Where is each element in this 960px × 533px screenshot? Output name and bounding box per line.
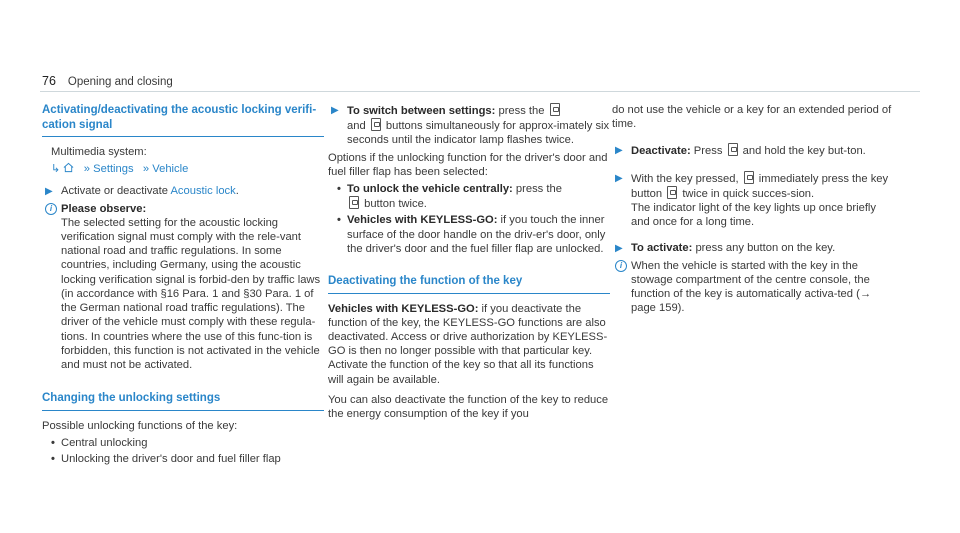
unlock-key-icon	[667, 186, 677, 199]
list-item: • Vehicles with KEYLESS-GO: if you touch the inner surface of the door handle on the driv-er's door, only the driver's door and the fuel filler flap are unlocked.	[337, 214, 606, 255]
info-icon: i	[615, 260, 627, 272]
unlock-key-icon	[550, 103, 560, 116]
step-arrow-icon: ▶	[331, 105, 339, 116]
note-please-observe	[42, 202, 324, 372]
page-header	[42, 74, 173, 89]
lock-key-icon	[728, 143, 738, 156]
heading-changing-unlocking: Changing the unlocking settings	[42, 392, 221, 405]
heading-underline	[328, 293, 610, 294]
menu-settings: Settings	[93, 163, 134, 176]
list-item: • Central unlocking	[51, 436, 148, 449]
step-arrow-icon: ▶	[45, 186, 53, 198]
note-text: The selected setting for the acoustic locking verification signal must comply with the rele-vant national road and traffic regulations. In some countries, including Germany, using the acoustic locking verification signal is forbid-den by traffic laws (in accordance with §16 Para. 1 and §30 Para. 1 of the German national road traffic regulations). The driver of the vehicle must comply with these regula-tions. In countries where the use of this func-tion is forbidden, this function is not activated in the vehicle and must not be activated.	[61, 216, 321, 371]
continuation-text: do not use the vehicle or a key for an extended period of time.	[612, 104, 892, 131]
heading-acoustic-locking: Activating/deactivating the acoustic locking verifi- cation signal	[42, 104, 317, 131]
energy-paragraph: You can also deactivate the function of the key to reduce the energy consumption of the key if you	[328, 393, 609, 420]
note-stowage: i When the vehicle is started with the key in the stowage compartment of the centre console, the function of the key is automatically activa-ted (→ page 159).	[612, 259, 894, 316]
page-arrow-icon: →	[859, 288, 872, 301]
unlocking-intro: Possible unlocking functions of the key:	[42, 419, 238, 432]
list-item: • To unlock the vehicle centrally: press the button twice.	[337, 183, 562, 211]
unlock-key-icon	[349, 196, 359, 209]
column-1	[42, 103, 324, 468]
info-icon: i	[45, 203, 57, 215]
page-number: 76	[42, 74, 56, 88]
section-title: Opening and closing	[67, 76, 173, 88]
step-switch-settings: ▶ To switch between settings: press the and buttons simultaneously for approx-imately six seconds until the indicator lamp flashes twice.	[331, 105, 610, 147]
step-deactivate: ▶ Deactivate: Press and hold the key but-ton.	[615, 145, 866, 158]
home-icon	[63, 162, 74, 173]
menu-vehicle: Vehicle	[152, 163, 189, 176]
column-2	[328, 103, 610, 424]
lock-key-icon	[371, 118, 381, 131]
column-3	[612, 103, 894, 318]
multimedia-label: Multimedia system:	[51, 146, 147, 158]
header-divider	[40, 91, 920, 92]
menu-path	[42, 162, 324, 176]
list-item: • Unlocking the driver's door and fuel filler flap	[51, 453, 281, 466]
step-key-pressed: ▶ With the key pressed, immediately press the key button twice in quick succes-sion. The indicator light of the key lights up once briefly and once for a long time.	[615, 172, 889, 229]
heading-deactivating-key: Deactivating the function of the key	[328, 275, 523, 288]
step-toggle-acoustic-lock: ▶ Activate or deactivate Acoustic lock.	[42, 184, 324, 198]
step-arrow-icon: ▶	[615, 172, 623, 184]
step-activate: ▶ To activate: press any button on the key.	[612, 241, 894, 255]
lock-key-icon	[744, 171, 754, 184]
step-arrow-icon: ▶	[615, 145, 623, 157]
chevron-right-icon: »	[136, 163, 150, 176]
keyless-go-paragraph: Vehicles with KEYLESS-GO: if you deactivate the function of the key, the KEYLESS-GO functions are also deactivated. Access or drive authorization by KEYLESS-GO is then no longer possible with that particular key. Activate the function of the key so that all its functions will again be available.	[328, 302, 608, 386]
options-text: Options if the unlocking function for the driver's door and fuel filler flap has been selected:	[328, 151, 608, 178]
chevron-right-icon: »	[77, 163, 91, 176]
step-arrow-icon: ▶	[615, 243, 623, 255]
return-arrow-icon: ↳	[51, 163, 61, 176]
heading-underline	[42, 136, 324, 137]
note-label: Please observe:	[61, 202, 147, 215]
acoustic-lock-link: Acoustic lock	[170, 185, 236, 198]
heading-underline	[42, 410, 324, 411]
